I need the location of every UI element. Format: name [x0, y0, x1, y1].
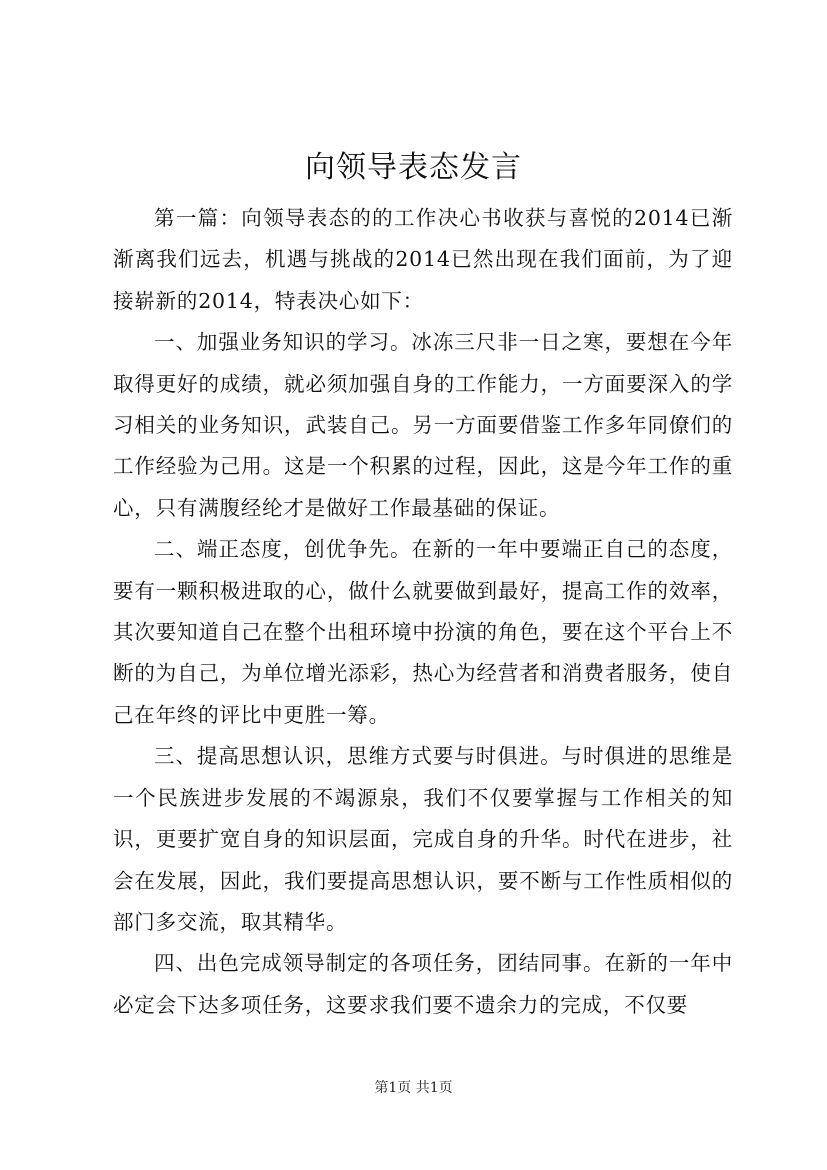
- paragraph-intro: 第一篇：向领导表态的的工作决心书收获与喜悦的2014已渐渐离我们远去，机遇与挑战的2014已然出现在我们面前，为了迎接崭新的2014，特表决心如下：: [113, 206, 733, 313]
- document-title: 向领导表态发言: [305, 150, 522, 185]
- paragraph-point-3: 三、提高思想认识，思维方式要与时俱进。与时俱进的思维是一个民族进步发展的不竭源泉，我们不仅要掌握与工作相关的知识，更要扩宽自身的知识层面，完成自身的升华。时代在进步，社会在发展，因此，我们要提高思想认识，要不断与工作性质相似的部门多交流，取其精华。: [113, 744, 733, 934]
- paragraph-point-2: 二、端正态度，创优争先。在新的一年中要端正自己的态度，要有一颗积极进取的心，做什么就要做到最好，提高工作的效率，其次要知道自己在整个出租环境中扮演的角色，要在这个平台上不断的为自己，为单位增光添彩，热心为经营者和消费者服务，使自己在年终的评比中更胜一筹。: [113, 537, 733, 727]
- document-body: [113, 198, 733, 1026]
- page-footer: 第1页 共1页: [374, 1080, 453, 1096]
- paragraph-point-4: 四、出色完成领导制定的各项任务，团结同事。在新的一年中必定会下达多项任务，这要求我们要不遗余力的完成，不仅要: [113, 951, 733, 1017]
- paragraph-point-1: 一、加强业务知识的学习。冰冻三尺非一日之寒，要想在今年取得更好的成绩，就必须加强自身的工作能力，一方面要深入的学习相关的业务知识，武装自己。另一方面要借鉴工作多年同僚们的工作经验为己用。这是一个积累的过程，因此，这是今年工作的重心，只有满腹经纶才是做好工作最基础的保证。: [113, 330, 733, 520]
